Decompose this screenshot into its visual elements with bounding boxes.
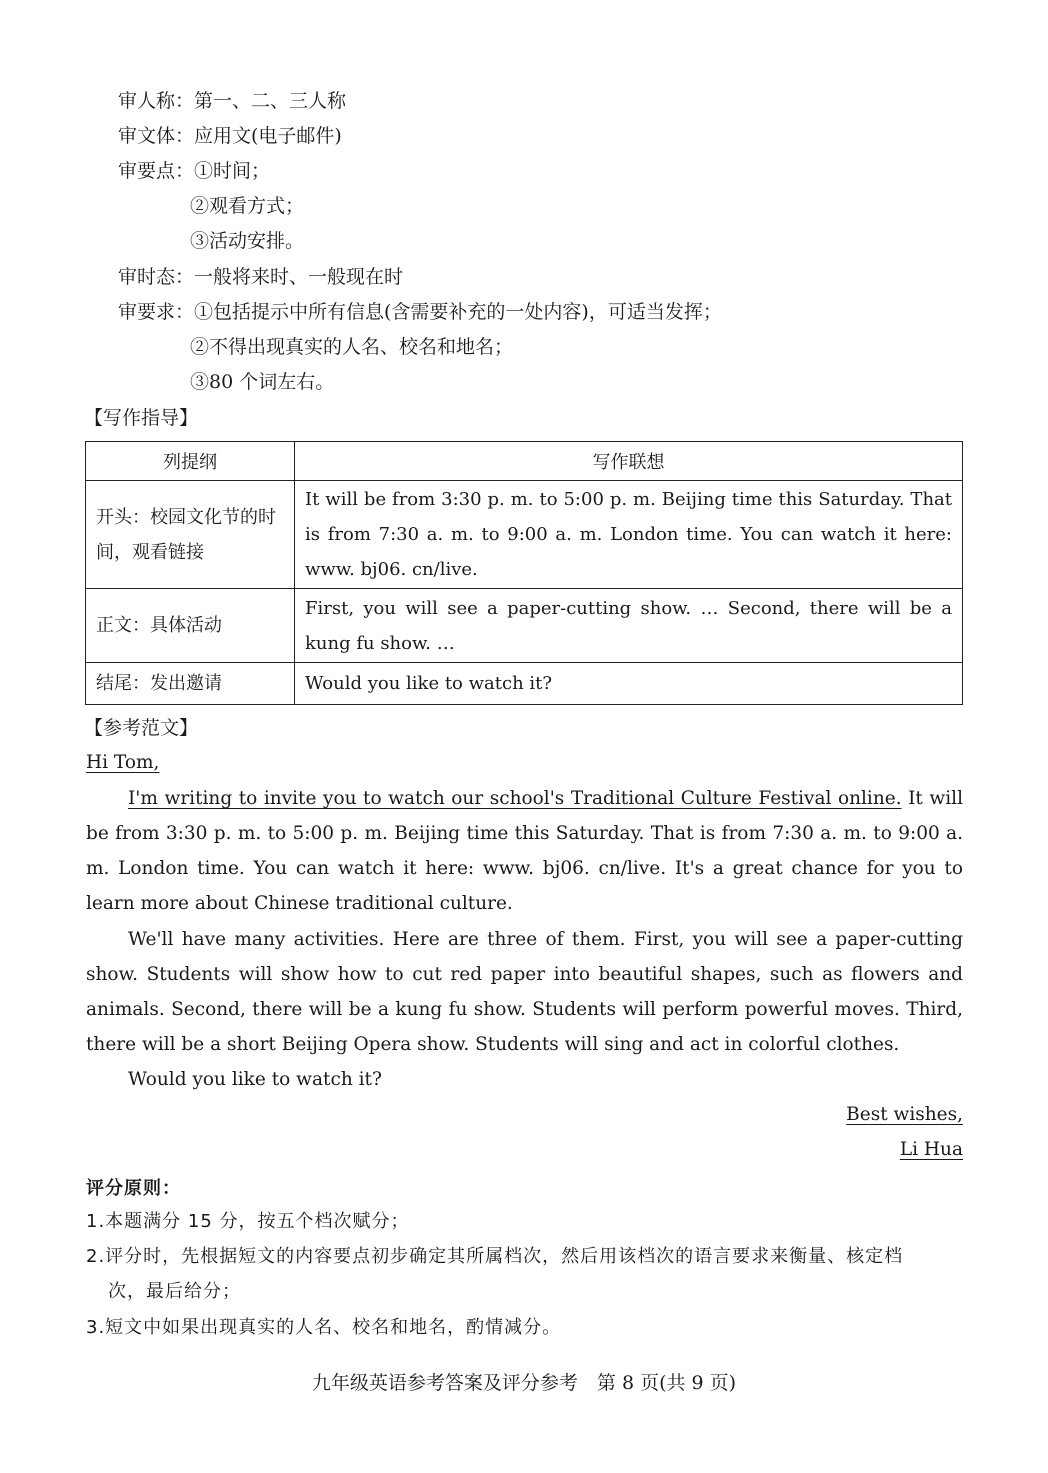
signature-name: [900, 1138, 963, 1162]
writing-guide-table: [85, 441, 963, 705]
requirement-2: ②不得出现真实的人名、校名和地名；: [190, 336, 514, 358]
writing-guide-heading: 【写作指导】: [84, 407, 199, 429]
content-cell: First, you will see a paper-cutting show. … Second, there will be a kung fu show. …: [295, 589, 963, 663]
points-analysis: 审要点：①时间；: [118, 160, 271, 182]
association-column-header: 写作联想: [295, 442, 963, 481]
table-row: [86, 589, 963, 663]
point-2: ②观看方式；: [190, 195, 305, 217]
outline-cell: 正文：具体活动: [86, 589, 295, 663]
closing-text: Best wishes,: [846, 1104, 963, 1125]
table-header-row: [86, 442, 963, 481]
style-analysis: 审文体：应用文(电子邮件): [118, 125, 342, 147]
outline-column-header: 列提纲: [86, 442, 295, 481]
requirement-3: ③80 个词左右。: [190, 371, 335, 393]
closing: [846, 1103, 963, 1127]
essay-paragraph-2: We'll have many activities. Here are three of them. First, you will see a paper-cutting show. Students will show how to cut red paper into beautiful shapes, such as flowers and animals. Second, there will be a kung fu show. Students will perform powerful moves. Third, there will be a short Beijing Opera show. Students will sing and act in colorful clothes.: [86, 929, 963, 1055]
scoring-item-2-continued: 次，最后给分；: [108, 1281, 241, 1302]
content-cell: It will be from 3:30 p. m. to 5:00 p. m. Beijing time this Saturday. That is from 7:30 a. m. to 9:00 a. m. London time. You can watch it here: www. bj06. cn/live.: [295, 481, 963, 589]
signature-text: Li Hua: [899, 1139, 963, 1160]
point-3: ③活动安排。: [190, 230, 305, 252]
essay-paragraph-3: Would you like to watch it?: [128, 1069, 382, 1090]
sample-essay-heading: 【参考范文】: [84, 717, 199, 739]
tense-analysis: 审时态：一般将来时、一般现在时: [118, 266, 404, 288]
page-footer: 九年级英语参考答案及评分参考 第 8 页(共 9 页): [311, 1372, 737, 1394]
table-row: [86, 481, 963, 589]
outline-cell: 结尾：发出邀请: [86, 663, 295, 705]
person-analysis: 审人称：第一、二、三人称: [118, 90, 347, 112]
greeting: [86, 751, 159, 775]
topic-sentence: I'm writing to invite you to watch our school's Traditional Culture Festival online.: [128, 788, 902, 809]
scoring-heading: 评分原则：: [86, 1178, 181, 1199]
greeting-text: Hi Tom,: [86, 752, 160, 773]
content-cell: Would you like to watch it?: [295, 663, 963, 705]
scoring-item-3: 3.短文中如果出现真实的人名、校名和地名，酌情减分。: [86, 1317, 562, 1338]
scoring-item-1: 1.本题满分 15 分，按五个档次赋分；: [86, 1211, 410, 1232]
outline-cell: 开头：校园文化节的时间，观看链接: [86, 481, 295, 589]
scoring-item-2: 2.评分时，先根据短文的内容要点初步确定其所属档次，然后用该档次的语言要求来衡量、核定档: [86, 1246, 904, 1267]
table-row: [86, 663, 963, 705]
requirement-1: 审要求：①包括提示中所有信息(含需要补充的一处内容)，可适当发挥；: [118, 301, 722, 323]
paragraph-1-body: It will be from 3:30 p. m. to 5:00 p. m. Beijing time this Saturday. That is from 7:30 a. m. to 9:00 a. m. London time. You can watch it here: www. bj06. cn/live. It's a great chance for you to learn more about Chinese traditional culture.: [86, 788, 964, 914]
essay-paragraph-1: [86, 781, 963, 921]
